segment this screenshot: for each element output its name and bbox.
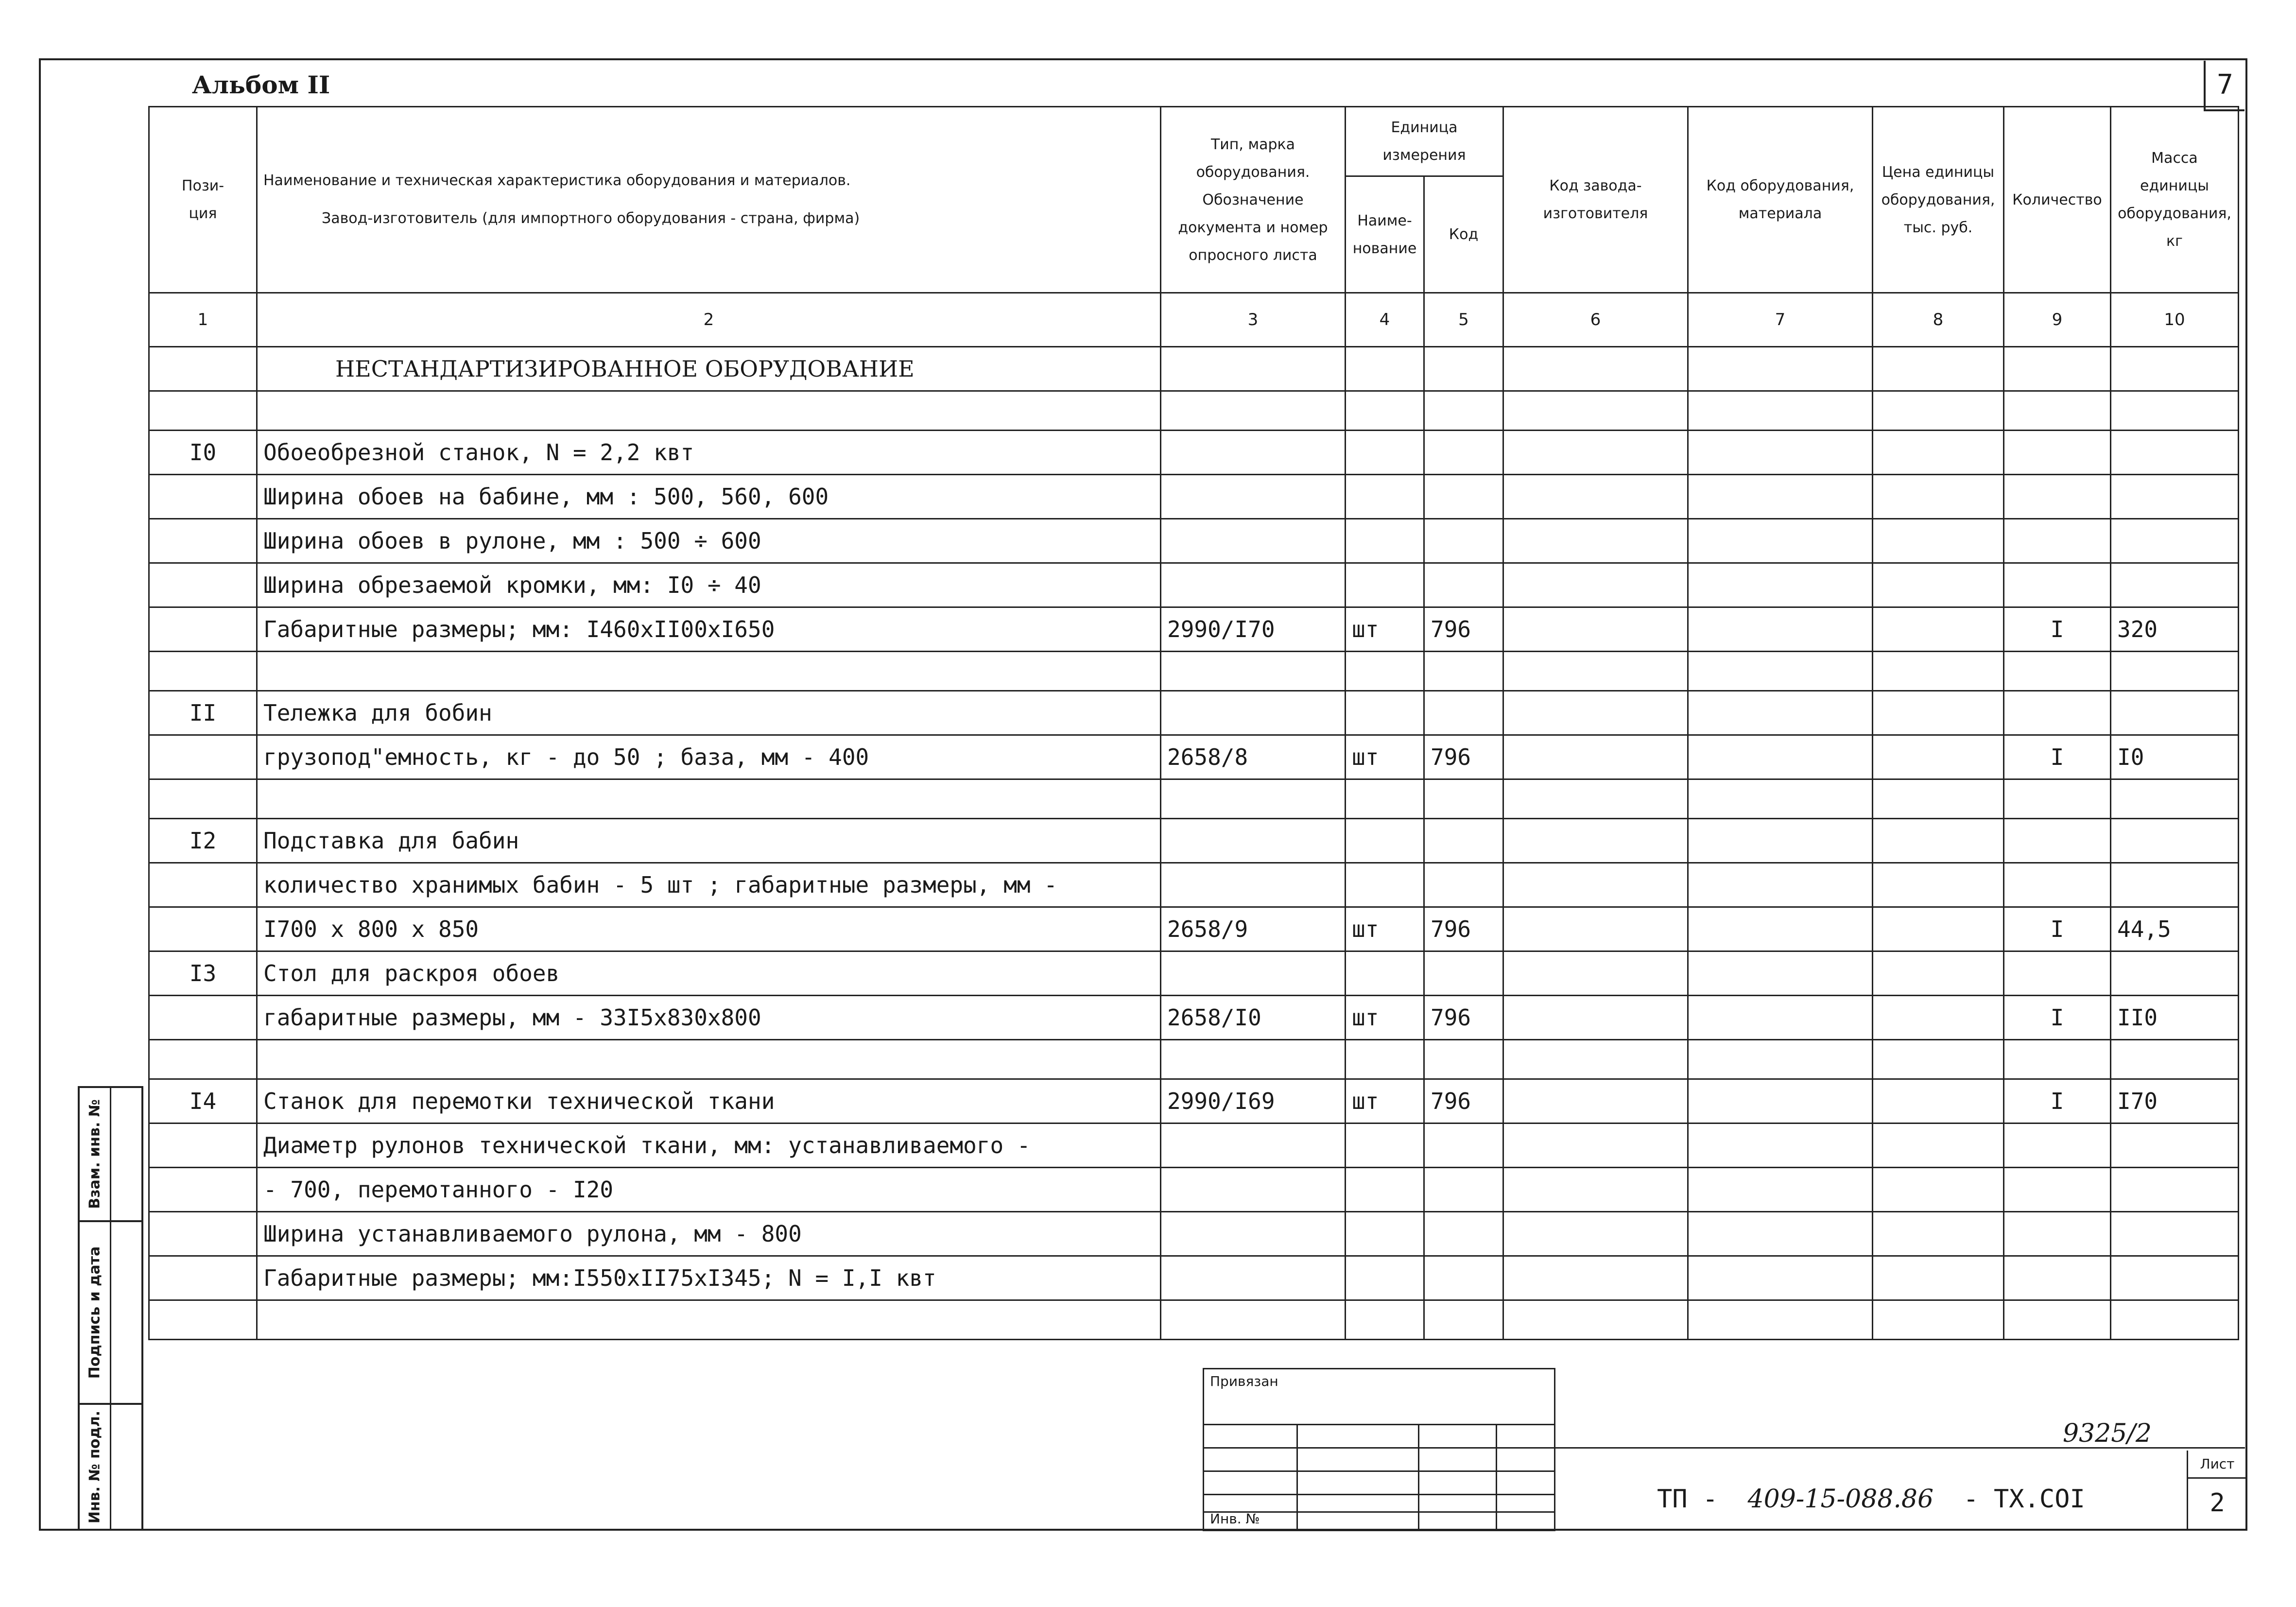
plant-code-cell: [1503, 1040, 1688, 1079]
header-mass: Масса единицы оборудования, кг: [2111, 107, 2239, 293]
name-cell: Обоеобрезной станок, N = 2,2 квт: [257, 431, 1161, 475]
name-cell: Габаритные размеры; мм:I550xII75xI345; N = I,I квт: [257, 1256, 1161, 1300]
table-row: [149, 1079, 2239, 1123]
table-row: [149, 1168, 2239, 1212]
equipment-code-cell: [1688, 691, 1873, 735]
side-label-text: Инв. № подл.: [86, 1410, 104, 1523]
column-number: 10: [2111, 293, 2239, 347]
position-cell: [149, 1300, 257, 1340]
name-cell: [257, 779, 1161, 819]
document-code: [1657, 1485, 2085, 1514]
unit-name-cell: [1346, 391, 1424, 431]
quantity-cell: [2004, 475, 2111, 519]
name-cell: Стол для раскроя обоев: [257, 951, 1161, 996]
type-cell: [1161, 652, 1346, 691]
code-prefix: ТП -: [1657, 1485, 1718, 1514]
plant-code-cell: [1503, 652, 1688, 691]
mass-cell: [2111, 347, 2239, 391]
unit-code-cell: [1424, 951, 1503, 996]
specification-table: [148, 106, 2239, 1340]
unit-name-cell: шт: [1346, 996, 1424, 1040]
position-cell: [149, 1212, 257, 1256]
name-cell: [257, 652, 1161, 691]
header-type: Тип, марка оборудования. Обозначение документа и номер опросного листа: [1161, 107, 1346, 293]
price-cell: [1873, 1168, 2004, 1212]
equipment-code-cell: [1688, 519, 1873, 563]
type-cell: 2658/9: [1161, 907, 1346, 951]
position-cell: II: [149, 691, 257, 735]
type-cell: [1161, 563, 1346, 607]
quantity-cell: I: [2004, 607, 2111, 652]
quantity-cell: [2004, 1168, 2111, 1212]
header-price: Цена единицы оборудования, тыс. руб.: [1873, 107, 2004, 293]
name-cell: Подставка для бабин: [257, 819, 1161, 863]
plant-code-cell: [1503, 735, 1688, 779]
position-cell: [149, 347, 257, 391]
type-cell: [1161, 519, 1346, 563]
unit-name-cell: [1346, 819, 1424, 863]
name-cell: Ширина обоев на бабине, мм : 500, 560, 600: [257, 475, 1161, 519]
name-cell: [257, 1300, 1161, 1340]
column-number: 2: [257, 293, 1161, 347]
name-cell: [257, 391, 1161, 431]
unit-name-cell: [1346, 1168, 1424, 1212]
price-cell: [1873, 863, 2004, 907]
name-cell: Ширина обрезаемой кромки, мм: I0 ÷ 40: [257, 563, 1161, 607]
table-row: [149, 1123, 2239, 1168]
unit-name-cell: шт: [1346, 607, 1424, 652]
unit-code-cell: [1424, 1168, 1503, 1212]
name-cell: грузопод"емность, кг - до 50 ; база, мм - 400: [257, 735, 1161, 779]
side-label-inventory: [78, 1403, 143, 1531]
name-cell: Станок для перемотки технической ткани: [257, 1079, 1161, 1123]
unit-code-cell: [1424, 652, 1503, 691]
plant-code-cell: [1503, 563, 1688, 607]
position-cell: [149, 779, 257, 819]
stamp-inventory-label: Инв. №: [1210, 1511, 1260, 1527]
equipment-code-cell: [1688, 1123, 1873, 1168]
unit-name-cell: [1346, 347, 1424, 391]
mass-cell: [2111, 1212, 2239, 1256]
unit-name-cell: [1346, 779, 1424, 819]
quantity-cell: I: [2004, 1079, 2111, 1123]
price-cell: [1873, 735, 2004, 779]
unit-code-cell: 796: [1424, 607, 1503, 652]
type-cell: [1161, 819, 1346, 863]
unit-code-cell: [1424, 519, 1503, 563]
position-cell: [149, 1256, 257, 1300]
header-name-line2: Завод-изготовитель (для импортного оборудования - страна, фирма): [322, 210, 860, 227]
type-cell: [1161, 1256, 1346, 1300]
side-label-text: Подпись и дата: [86, 1246, 104, 1379]
unit-code-cell: [1424, 691, 1503, 735]
plant-code-cell: [1503, 819, 1688, 863]
equipment-code-cell: [1688, 563, 1873, 607]
position-cell: I0: [149, 431, 257, 475]
equipment-code-cell: [1688, 391, 1873, 431]
mass-cell: [2111, 819, 2239, 863]
quantity-cell: [2004, 519, 2111, 563]
type-cell: [1161, 1300, 1346, 1340]
plant-code-cell: [1503, 607, 1688, 652]
name-cell: [257, 1040, 1161, 1079]
header-name-line1: Наименование и техническая характеристика оборудования и материалов.: [263, 172, 851, 189]
mass-cell: II0: [2111, 996, 2239, 1040]
mass-cell: [2111, 779, 2239, 819]
type-cell: [1161, 1040, 1346, 1079]
unit-name-cell: [1346, 475, 1424, 519]
price-cell: [1873, 819, 2004, 863]
equipment-code-cell: [1688, 735, 1873, 779]
name-cell: НЕСТАНДАРТИЗИРОВАННОЕ ОБОРУДОВАНИЕ: [257, 347, 1161, 391]
price-cell: [1873, 347, 2004, 391]
table-row: [149, 1040, 2239, 1079]
header-plant-code: Код завода-изготовителя: [1503, 107, 1688, 293]
quantity-cell: [2004, 1040, 2111, 1079]
table-row: [149, 779, 2239, 819]
column-number: 3: [1161, 293, 1346, 347]
table-row: [149, 1300, 2239, 1340]
equipment-code-cell: [1688, 863, 1873, 907]
equipment-code-cell: [1688, 1079, 1873, 1123]
price-cell: [1873, 475, 2004, 519]
code-suffix: - ТХ.СОI: [1963, 1485, 2085, 1514]
top-sheet-number: 7: [2204, 61, 2244, 111]
price-cell: [1873, 691, 2004, 735]
stamp-tied-label: Привязан: [1210, 1373, 1278, 1389]
price-cell: [1873, 1256, 2004, 1300]
mass-cell: [2111, 1300, 2239, 1340]
position-cell: [149, 607, 257, 652]
mass-cell: [2111, 863, 2239, 907]
quantity-cell: [2004, 1300, 2111, 1340]
equipment-code-cell: [1688, 1212, 1873, 1256]
quantity-cell: I: [2004, 907, 2111, 951]
table-row: [149, 996, 2239, 1040]
unit-name-cell: шт: [1346, 1079, 1424, 1123]
sheet-box: [2187, 1451, 2246, 1531]
plant-code-cell: [1503, 779, 1688, 819]
unit-code-cell: [1424, 1123, 1503, 1168]
unit-name-cell: шт: [1346, 735, 1424, 779]
price-cell: [1873, 1300, 2004, 1340]
unit-code-cell: [1424, 1256, 1503, 1300]
type-cell: [1161, 391, 1346, 431]
unit-code-cell: [1424, 391, 1503, 431]
unit-name-cell: [1346, 1256, 1424, 1300]
mass-cell: [2111, 391, 2239, 431]
position-cell: [149, 563, 257, 607]
plant-code-cell: [1503, 475, 1688, 519]
unit-code-cell: 796: [1424, 735, 1503, 779]
plant-code-cell: [1503, 1212, 1688, 1256]
table-row: [149, 1212, 2239, 1256]
column-number: 1: [149, 293, 257, 347]
equipment-code-cell: [1688, 652, 1873, 691]
plant-code-cell: [1503, 1123, 1688, 1168]
equipment-code-cell: [1688, 431, 1873, 475]
plant-code-cell: [1503, 863, 1688, 907]
position-cell: I4: [149, 1079, 257, 1123]
table-row: [149, 691, 2239, 735]
type-cell: [1161, 779, 1346, 819]
equipment-code-cell: [1688, 907, 1873, 951]
table-row: [149, 391, 2239, 431]
column-number: 6: [1503, 293, 1688, 347]
plant-code-cell: [1503, 1168, 1688, 1212]
table-row: [149, 431, 2239, 475]
column-number: 5: [1424, 293, 1503, 347]
unit-code-cell: [1424, 779, 1503, 819]
mass-cell: [2111, 475, 2239, 519]
plant-code-cell: [1503, 1079, 1688, 1123]
column-number: 7: [1688, 293, 1873, 347]
name-cell: I700 x 800 x 850: [257, 907, 1161, 951]
type-cell: 2658/8: [1161, 735, 1346, 779]
quantity-cell: [2004, 347, 2111, 391]
type-cell: [1161, 431, 1346, 475]
plant-code-cell: [1503, 347, 1688, 391]
unit-name-cell: [1346, 1040, 1424, 1079]
equipment-code-cell: [1688, 1300, 1873, 1340]
mass-cell: [2111, 1123, 2239, 1168]
quantity-cell: [2004, 951, 2111, 996]
unit-name-cell: [1346, 1123, 1424, 1168]
position-cell: [149, 1123, 257, 1168]
mass-cell: I70: [2111, 1079, 2239, 1123]
type-cell: [1161, 1212, 1346, 1256]
quantity-cell: [2004, 1256, 2111, 1300]
mass-cell: [2111, 1040, 2239, 1079]
quantity-cell: [2004, 819, 2111, 863]
header-quantity: Количество: [2004, 107, 2111, 293]
position-cell: [149, 863, 257, 907]
header-name: [257, 107, 1161, 293]
table-row: [149, 907, 2239, 951]
mass-cell: [2111, 652, 2239, 691]
name-cell: Ширина устанавливаемого рулона, мм - 800: [257, 1212, 1161, 1256]
type-cell: 2990/I69: [1161, 1079, 1346, 1123]
mass-cell: I0: [2111, 735, 2239, 779]
position-cell: [149, 475, 257, 519]
equipment-code-cell: [1688, 779, 1873, 819]
table-row: [149, 475, 2239, 519]
price-cell: [1873, 907, 2004, 951]
table-row: [149, 519, 2239, 563]
table-row: [149, 863, 2239, 907]
binding-stamp: [1203, 1368, 1555, 1531]
mass-cell: 44,5: [2111, 907, 2239, 951]
quantity-cell: [2004, 391, 2111, 431]
album-label: Альбом II: [192, 70, 330, 99]
price-cell: [1873, 1123, 2004, 1168]
code-main: 409-15-088.86: [1747, 1485, 1934, 1514]
sheet-label: Лист: [2188, 1451, 2246, 1479]
side-label-signature: [78, 1220, 143, 1405]
unit-name-cell: шт: [1346, 907, 1424, 951]
table-row: [149, 735, 2239, 779]
plant-code-cell: [1503, 907, 1688, 951]
plant-code-cell: [1503, 519, 1688, 563]
price-cell: [1873, 652, 2004, 691]
unit-name-cell: [1346, 1300, 1424, 1340]
plant-code-cell: [1503, 1256, 1688, 1300]
type-cell: [1161, 691, 1346, 735]
mass-cell: 320: [2111, 607, 2239, 652]
unit-code-cell: [1424, 431, 1503, 475]
name-cell: Тележка для бобин: [257, 691, 1161, 735]
type-cell: [1161, 1168, 1346, 1212]
unit-name-cell: [1346, 652, 1424, 691]
mass-cell: [2111, 519, 2239, 563]
header-unit-code: Код: [1424, 176, 1503, 293]
column-number: 8: [1873, 293, 2004, 347]
unit-name-cell: [1346, 563, 1424, 607]
quantity-cell: [2004, 431, 2111, 475]
plant-code-cell: [1503, 1300, 1688, 1340]
unit-code-cell: [1424, 1040, 1503, 1079]
column-number: 4: [1346, 293, 1424, 347]
equipment-code-cell: [1688, 1168, 1873, 1212]
unit-name-cell: [1346, 519, 1424, 563]
unit-code-cell: [1424, 819, 1503, 863]
price-cell: [1873, 391, 2004, 431]
quantity-cell: [2004, 691, 2111, 735]
equipment-code-cell: [1688, 475, 1873, 519]
table-row: [149, 1256, 2239, 1300]
quantity-cell: [2004, 1123, 2111, 1168]
unit-name-cell: [1346, 1212, 1424, 1256]
unit-code-cell: [1424, 1300, 1503, 1340]
type-cell: [1161, 347, 1346, 391]
header-row: [149, 107, 2239, 176]
price-cell: [1873, 1212, 2004, 1256]
table-row: [149, 652, 2239, 691]
unit-code-cell: [1424, 475, 1503, 519]
quantity-cell: [2004, 563, 2111, 607]
mass-cell: [2111, 691, 2239, 735]
mass-cell: [2111, 951, 2239, 996]
name-cell: габаритные размеры, мм - 33I5x830x800: [257, 996, 1161, 1040]
equipment-code-cell: [1688, 819, 1873, 863]
equipment-code-cell: [1688, 607, 1873, 652]
mass-cell: [2111, 1256, 2239, 1300]
price-cell: [1873, 1079, 2004, 1123]
name-cell: - 700, перемотанного - I20: [257, 1168, 1161, 1212]
position-cell: I3: [149, 951, 257, 996]
column-number-row: [149, 293, 2239, 347]
mass-cell: [2111, 1168, 2239, 1212]
plant-code-cell: [1503, 951, 1688, 996]
unit-name-cell: [1346, 431, 1424, 475]
unit-code-cell: [1424, 1212, 1503, 1256]
table-row: [149, 607, 2239, 652]
plant-code-cell: [1503, 996, 1688, 1040]
position-cell: [149, 652, 257, 691]
equipment-code-cell: [1688, 951, 1873, 996]
quantity-cell: [2004, 779, 2111, 819]
equipment-code-cell: [1688, 1256, 1873, 1300]
mass-cell: [2111, 563, 2239, 607]
position-cell: [149, 735, 257, 779]
quantity-cell: [2004, 1212, 2111, 1256]
position-cell: [149, 391, 257, 431]
mass-cell: [2111, 431, 2239, 475]
price-cell: [1873, 996, 2004, 1040]
price-cell: [1873, 779, 2004, 819]
equipment-code-cell: [1688, 996, 1873, 1040]
type-cell: [1161, 475, 1346, 519]
header-position: Пози- ция: [149, 107, 257, 293]
unit-code-cell: [1424, 347, 1503, 391]
handwritten-number: 9325/2: [2063, 1419, 2152, 1448]
quantity-cell: [2004, 863, 2111, 907]
plant-code-cell: [1503, 391, 1688, 431]
plant-code-cell: [1503, 691, 1688, 735]
unit-code-cell: 796: [1424, 1079, 1503, 1123]
name-cell: Ширина обоев в рулоне, мм : 500 ÷ 600: [257, 519, 1161, 563]
quantity-cell: I: [2004, 735, 2111, 779]
unit-name-cell: [1346, 691, 1424, 735]
position-cell: [149, 907, 257, 951]
unit-code-cell: 796: [1424, 907, 1503, 951]
quantity-cell: [2004, 652, 2111, 691]
price-cell: [1873, 607, 2004, 652]
table-row: [149, 819, 2239, 863]
table-row: [149, 951, 2239, 996]
position-cell: [149, 1040, 257, 1079]
type-cell: [1161, 863, 1346, 907]
column-number: 9: [2004, 293, 2111, 347]
unit-name-cell: [1346, 951, 1424, 996]
position-cell: [149, 519, 257, 563]
equipment-code-cell: [1688, 1040, 1873, 1079]
quantity-cell: I: [2004, 996, 2111, 1040]
plant-code-cell: [1503, 431, 1688, 475]
name-cell: количество хранимых бабин - 5 шт ; габаритные размеры, мм -: [257, 863, 1161, 907]
price-cell: [1873, 951, 2004, 996]
name-cell: Диаметр рулонов технической ткани, мм: устанавливаемого -: [257, 1123, 1161, 1168]
price-cell: [1873, 563, 2004, 607]
position-cell: [149, 996, 257, 1040]
position-cell: I2: [149, 819, 257, 863]
side-label-text: Взам. инв. №: [86, 1099, 104, 1209]
table-row: [149, 347, 2239, 391]
price-cell: [1873, 1040, 2004, 1079]
type-cell: 2658/I0: [1161, 996, 1346, 1040]
header-unit-name: Наиме-нование: [1346, 176, 1424, 293]
type-cell: 2990/I70: [1161, 607, 1346, 652]
price-cell: [1873, 431, 2004, 475]
equipment-code-cell: [1688, 347, 1873, 391]
unit-code-cell: [1424, 563, 1503, 607]
type-cell: [1161, 951, 1346, 996]
table-row: [149, 563, 2239, 607]
unit-code-cell: [1424, 863, 1503, 907]
unit-code-cell: 796: [1424, 996, 1503, 1040]
side-label-replacement: [78, 1086, 143, 1222]
name-cell: Габаритные размеры; мм: I460xII00xI650: [257, 607, 1161, 652]
header-equipment-code: Код оборудования, материала: [1688, 107, 1873, 293]
type-cell: [1161, 1123, 1346, 1168]
unit-name-cell: [1346, 863, 1424, 907]
price-cell: [1873, 519, 2004, 563]
header-unit-group: Единица измерения: [1346, 107, 1503, 176]
position-cell: [149, 1168, 257, 1212]
sheet-number: 2: [2210, 1488, 2225, 1518]
